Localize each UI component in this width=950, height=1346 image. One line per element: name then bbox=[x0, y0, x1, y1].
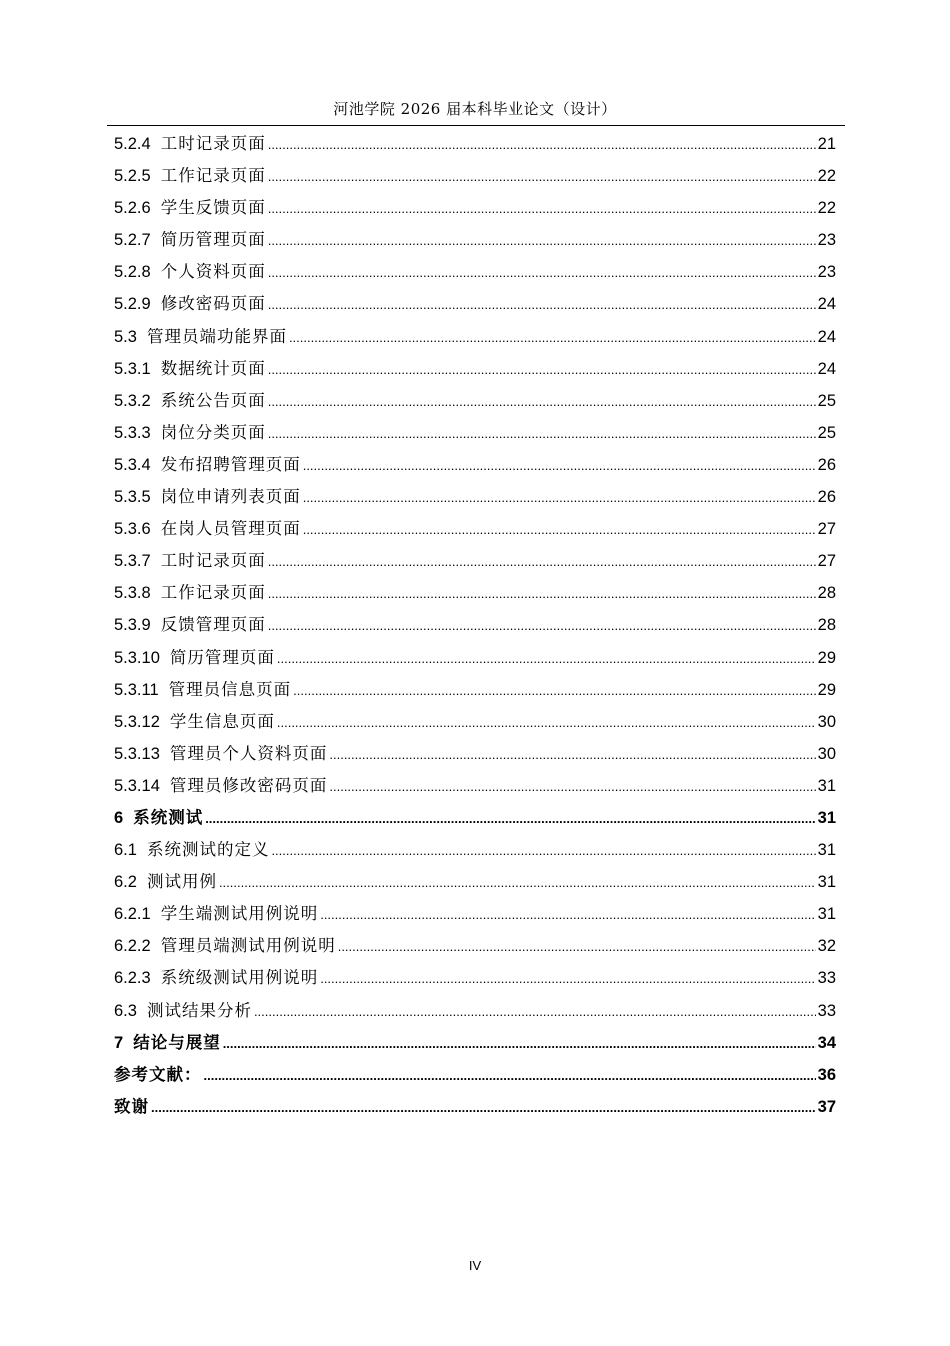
toc-entry-title: 简历管理页面 bbox=[169, 647, 275, 667]
toc-entry-title: 系统公告页面 bbox=[160, 390, 266, 410]
toc-entry-title: 管理员端功能界面 bbox=[146, 326, 287, 346]
toc-entry[interactable] bbox=[114, 898, 836, 930]
toc-entry-title: 测试用例 bbox=[146, 872, 217, 892]
toc-entry-title: 在岗人员管理页面 bbox=[160, 519, 301, 539]
running-header: 河池学院 2026 届本科毕业论文（设计） bbox=[333, 100, 617, 118]
toc-entry-number: 5.3 bbox=[114, 327, 137, 346]
toc-dot-leader bbox=[338, 931, 816, 963]
toc-entry-number: 5.2.7 bbox=[114, 231, 151, 250]
toc-entry-number: 5.3.11 bbox=[114, 680, 159, 699]
toc-dot-leader bbox=[268, 546, 816, 578]
toc-entry-page: 36 bbox=[817, 1065, 836, 1084]
toc-entry[interactable] bbox=[114, 802, 836, 834]
toc-dot-leader bbox=[151, 1092, 816, 1124]
toc-entry-title: 岗位申请列表页面 bbox=[160, 487, 301, 507]
toc-entry-page: 33 bbox=[817, 969, 836, 988]
toc-dot-leader bbox=[268, 354, 816, 386]
toc-dot-leader bbox=[254, 996, 816, 1028]
toc-entry[interactable] bbox=[114, 930, 836, 962]
toc-entry[interactable] bbox=[114, 449, 836, 481]
toc-entry-number: 5.3.1 bbox=[114, 359, 151, 378]
toc-entry-title: 结论与展望 bbox=[133, 1032, 221, 1052]
toc-entry-title: 系统测试的定义 bbox=[146, 840, 270, 860]
toc-entry-number: 5.3.7 bbox=[114, 552, 151, 571]
toc-entry-title: 数据统计页面 bbox=[160, 358, 266, 378]
toc-entry[interactable] bbox=[114, 224, 836, 256]
toc-dot-leader bbox=[268, 257, 816, 289]
toc-dot-leader bbox=[303, 450, 816, 482]
toc-entry-page: 29 bbox=[817, 648, 836, 667]
toc-entry-title: 工时记录页面 bbox=[160, 551, 266, 571]
toc-entry[interactable] bbox=[114, 770, 836, 802]
toc-entry-page: 32 bbox=[817, 937, 836, 956]
toc-entry-title: 发布招聘管理页面 bbox=[160, 454, 301, 474]
toc-entry-page: 21 bbox=[817, 135, 836, 153]
toc-entry-number: 5.2.5 bbox=[114, 167, 151, 186]
toc-entry-page: 27 bbox=[817, 552, 836, 571]
toc-entry-page: 24 bbox=[817, 359, 836, 378]
toc-entry-title: 反馈管理页面 bbox=[160, 615, 266, 635]
toc-entry-page: 31 bbox=[817, 905, 836, 924]
toc-entry-number: 5.2.8 bbox=[114, 263, 151, 282]
toc-entry[interactable] bbox=[114, 513, 836, 545]
toc-entry-title: 修改密码页面 bbox=[160, 294, 266, 314]
toc-entry-number: 6.2 bbox=[114, 873, 137, 892]
toc-entry-page: 33 bbox=[817, 1001, 836, 1020]
toc-entry-page: 25 bbox=[817, 423, 836, 442]
toc-entry-title: 管理员个人资料页面 bbox=[169, 743, 328, 763]
toc-entry-title: 工时记录页面 bbox=[160, 134, 266, 153]
page-number: IV bbox=[468, 1258, 482, 1273]
toc-entry-page: 31 bbox=[817, 841, 836, 860]
table-of-contents bbox=[114, 128, 836, 1123]
toc-dot-leader bbox=[268, 129, 816, 161]
toc-entry-number: 5.3.9 bbox=[114, 616, 151, 635]
toc-entry-page: 28 bbox=[817, 584, 836, 603]
toc-dot-leader bbox=[320, 963, 815, 995]
toc-dot-leader bbox=[223, 1028, 816, 1060]
toc-dot-leader bbox=[293, 675, 815, 707]
toc-entry[interactable] bbox=[114, 1059, 836, 1091]
toc-entry-page: 22 bbox=[817, 199, 836, 218]
toc-entry-number: 7 bbox=[114, 1033, 124, 1052]
toc-entry-number: 5.2.9 bbox=[114, 295, 151, 314]
toc-dot-leader bbox=[268, 161, 816, 193]
toc-entry-title: 系统测试 bbox=[133, 807, 204, 827]
toc-entry-page: 25 bbox=[817, 391, 836, 410]
toc-entry[interactable] bbox=[114, 417, 836, 449]
toc-entry[interactable] bbox=[114, 192, 836, 224]
toc-dot-leader bbox=[303, 482, 816, 514]
toc-entry-number: 5.3.13 bbox=[114, 744, 160, 763]
toc-entry-page: 30 bbox=[817, 744, 836, 763]
toc-entry-title: 管理员修改密码页面 bbox=[169, 775, 328, 795]
toc-entry-number: 6.2.3 bbox=[114, 969, 151, 988]
toc-entry-title: 岗位分类页面 bbox=[160, 422, 266, 442]
toc-entry-title: 学生信息页面 bbox=[169, 711, 275, 731]
toc-entry[interactable] bbox=[114, 577, 836, 609]
toc-entry[interactable] bbox=[114, 609, 836, 641]
toc-entry-number: 5.3.5 bbox=[114, 488, 151, 507]
toc-entry[interactable] bbox=[114, 321, 836, 353]
toc-entry-title: 工作记录页面 bbox=[160, 583, 266, 603]
toc-dot-leader bbox=[268, 225, 816, 257]
toc-entry[interactable] bbox=[114, 1091, 836, 1123]
toc-dot-leader bbox=[329, 739, 815, 771]
toc-entry-number: 5.2.4 bbox=[114, 135, 151, 153]
toc-entry-number: 5.3.2 bbox=[114, 391, 151, 410]
header-rule bbox=[107, 125, 845, 126]
toc-entry[interactable] bbox=[114, 738, 836, 770]
toc-entry-page: 30 bbox=[817, 712, 836, 731]
toc-entry[interactable] bbox=[114, 128, 836, 160]
toc-dot-leader bbox=[277, 707, 816, 739]
toc-entry-title: 个人资料页面 bbox=[160, 262, 266, 282]
toc-entry-number: 5.3.14 bbox=[114, 776, 160, 795]
toc-entry[interactable] bbox=[114, 545, 836, 577]
toc-dot-leader bbox=[289, 322, 816, 354]
toc-entry-number: 6 bbox=[114, 808, 124, 827]
toc-dot-leader bbox=[271, 835, 815, 867]
toc-entry-title: 学生反馈页面 bbox=[160, 198, 266, 218]
toc-entry-page: 22 bbox=[817, 167, 836, 186]
toc-entry-page: 34 bbox=[817, 1033, 836, 1052]
toc-entry-page: 28 bbox=[817, 616, 836, 635]
toc-entry-page: 23 bbox=[817, 231, 836, 250]
toc-entry[interactable] bbox=[114, 353, 836, 385]
toc-entry[interactable] bbox=[114, 834, 836, 866]
toc-entry[interactable] bbox=[114, 866, 836, 898]
toc-entry-title: 测试结果分析 bbox=[146, 1000, 252, 1020]
toc-entry-page: 29 bbox=[817, 680, 836, 699]
toc-entry-number: 5.3.3 bbox=[114, 423, 151, 442]
toc-entry-number: 6.2.2 bbox=[114, 937, 151, 956]
toc-dot-leader bbox=[277, 643, 816, 675]
toc-entry-title: 学生端测试用例说明 bbox=[160, 904, 319, 924]
toc-dot-leader bbox=[219, 867, 816, 899]
toc-entry-number: 6.1 bbox=[114, 841, 137, 860]
toc-entry[interactable] bbox=[114, 160, 836, 192]
toc-entry-number: 5.3.8 bbox=[114, 584, 151, 603]
toc-entry[interactable] bbox=[114, 288, 836, 320]
toc-dot-leader bbox=[268, 418, 816, 450]
toc-entry[interactable] bbox=[114, 1027, 836, 1059]
toc-dot-leader bbox=[268, 386, 816, 418]
toc-entry-page: 31 bbox=[817, 873, 836, 892]
toc-entry[interactable] bbox=[114, 385, 836, 417]
toc-entry-number: 5.3.6 bbox=[114, 520, 151, 539]
toc-entry-page: 23 bbox=[817, 263, 836, 282]
toc-entry-page: 24 bbox=[817, 295, 836, 314]
toc-entry-page: 27 bbox=[817, 520, 836, 539]
toc-entry-number: 5.3.10 bbox=[114, 648, 160, 667]
toc-entry-title: 管理员端测试用例说明 bbox=[160, 936, 336, 956]
toc-entry-number: 5.3.12 bbox=[114, 712, 160, 731]
toc-dot-leader bbox=[268, 578, 816, 610]
toc-dot-leader bbox=[320, 899, 815, 931]
toc-entry-page: 24 bbox=[817, 327, 836, 346]
toc-entry[interactable] bbox=[114, 962, 836, 994]
toc-entry-page: 26 bbox=[817, 488, 836, 507]
toc-entry[interactable] bbox=[114, 995, 836, 1027]
toc-entry-page: 37 bbox=[817, 1097, 836, 1116]
toc-dot-leader bbox=[204, 1060, 816, 1092]
toc-dot-leader bbox=[268, 610, 816, 642]
toc-entry[interactable] bbox=[114, 481, 836, 513]
toc-dot-leader bbox=[205, 803, 815, 835]
toc-entry-number: 5.3.4 bbox=[114, 455, 151, 474]
toc-dot-leader bbox=[268, 193, 816, 225]
toc-entry[interactable] bbox=[114, 642, 836, 674]
toc-entry[interactable] bbox=[114, 674, 836, 706]
toc-entry-title: 致谢 bbox=[114, 1096, 149, 1116]
toc-entry[interactable] bbox=[114, 706, 836, 738]
toc-entry-title: 简历管理页面 bbox=[160, 230, 266, 250]
toc-entry-title: 管理员信息页面 bbox=[168, 679, 292, 699]
toc-dot-leader bbox=[329, 771, 815, 803]
toc-dot-leader bbox=[268, 289, 816, 321]
toc-entry-title: 参考文献： bbox=[114, 1064, 202, 1084]
toc-entry-page: 31 bbox=[817, 808, 836, 827]
toc-entry-number: 6.3 bbox=[114, 1001, 137, 1020]
toc-entry[interactable] bbox=[114, 256, 836, 288]
toc-entry-page: 31 bbox=[817, 776, 836, 795]
toc-dot-leader bbox=[303, 514, 816, 546]
toc-entry-number: 6.2.1 bbox=[114, 905, 151, 924]
toc-entry-title: 工作记录页面 bbox=[160, 166, 266, 186]
toc-entry-number: 5.2.6 bbox=[114, 199, 151, 218]
toc-entry-page: 26 bbox=[817, 455, 836, 474]
toc-entry-title: 系统级测试用例说明 bbox=[160, 968, 319, 988]
